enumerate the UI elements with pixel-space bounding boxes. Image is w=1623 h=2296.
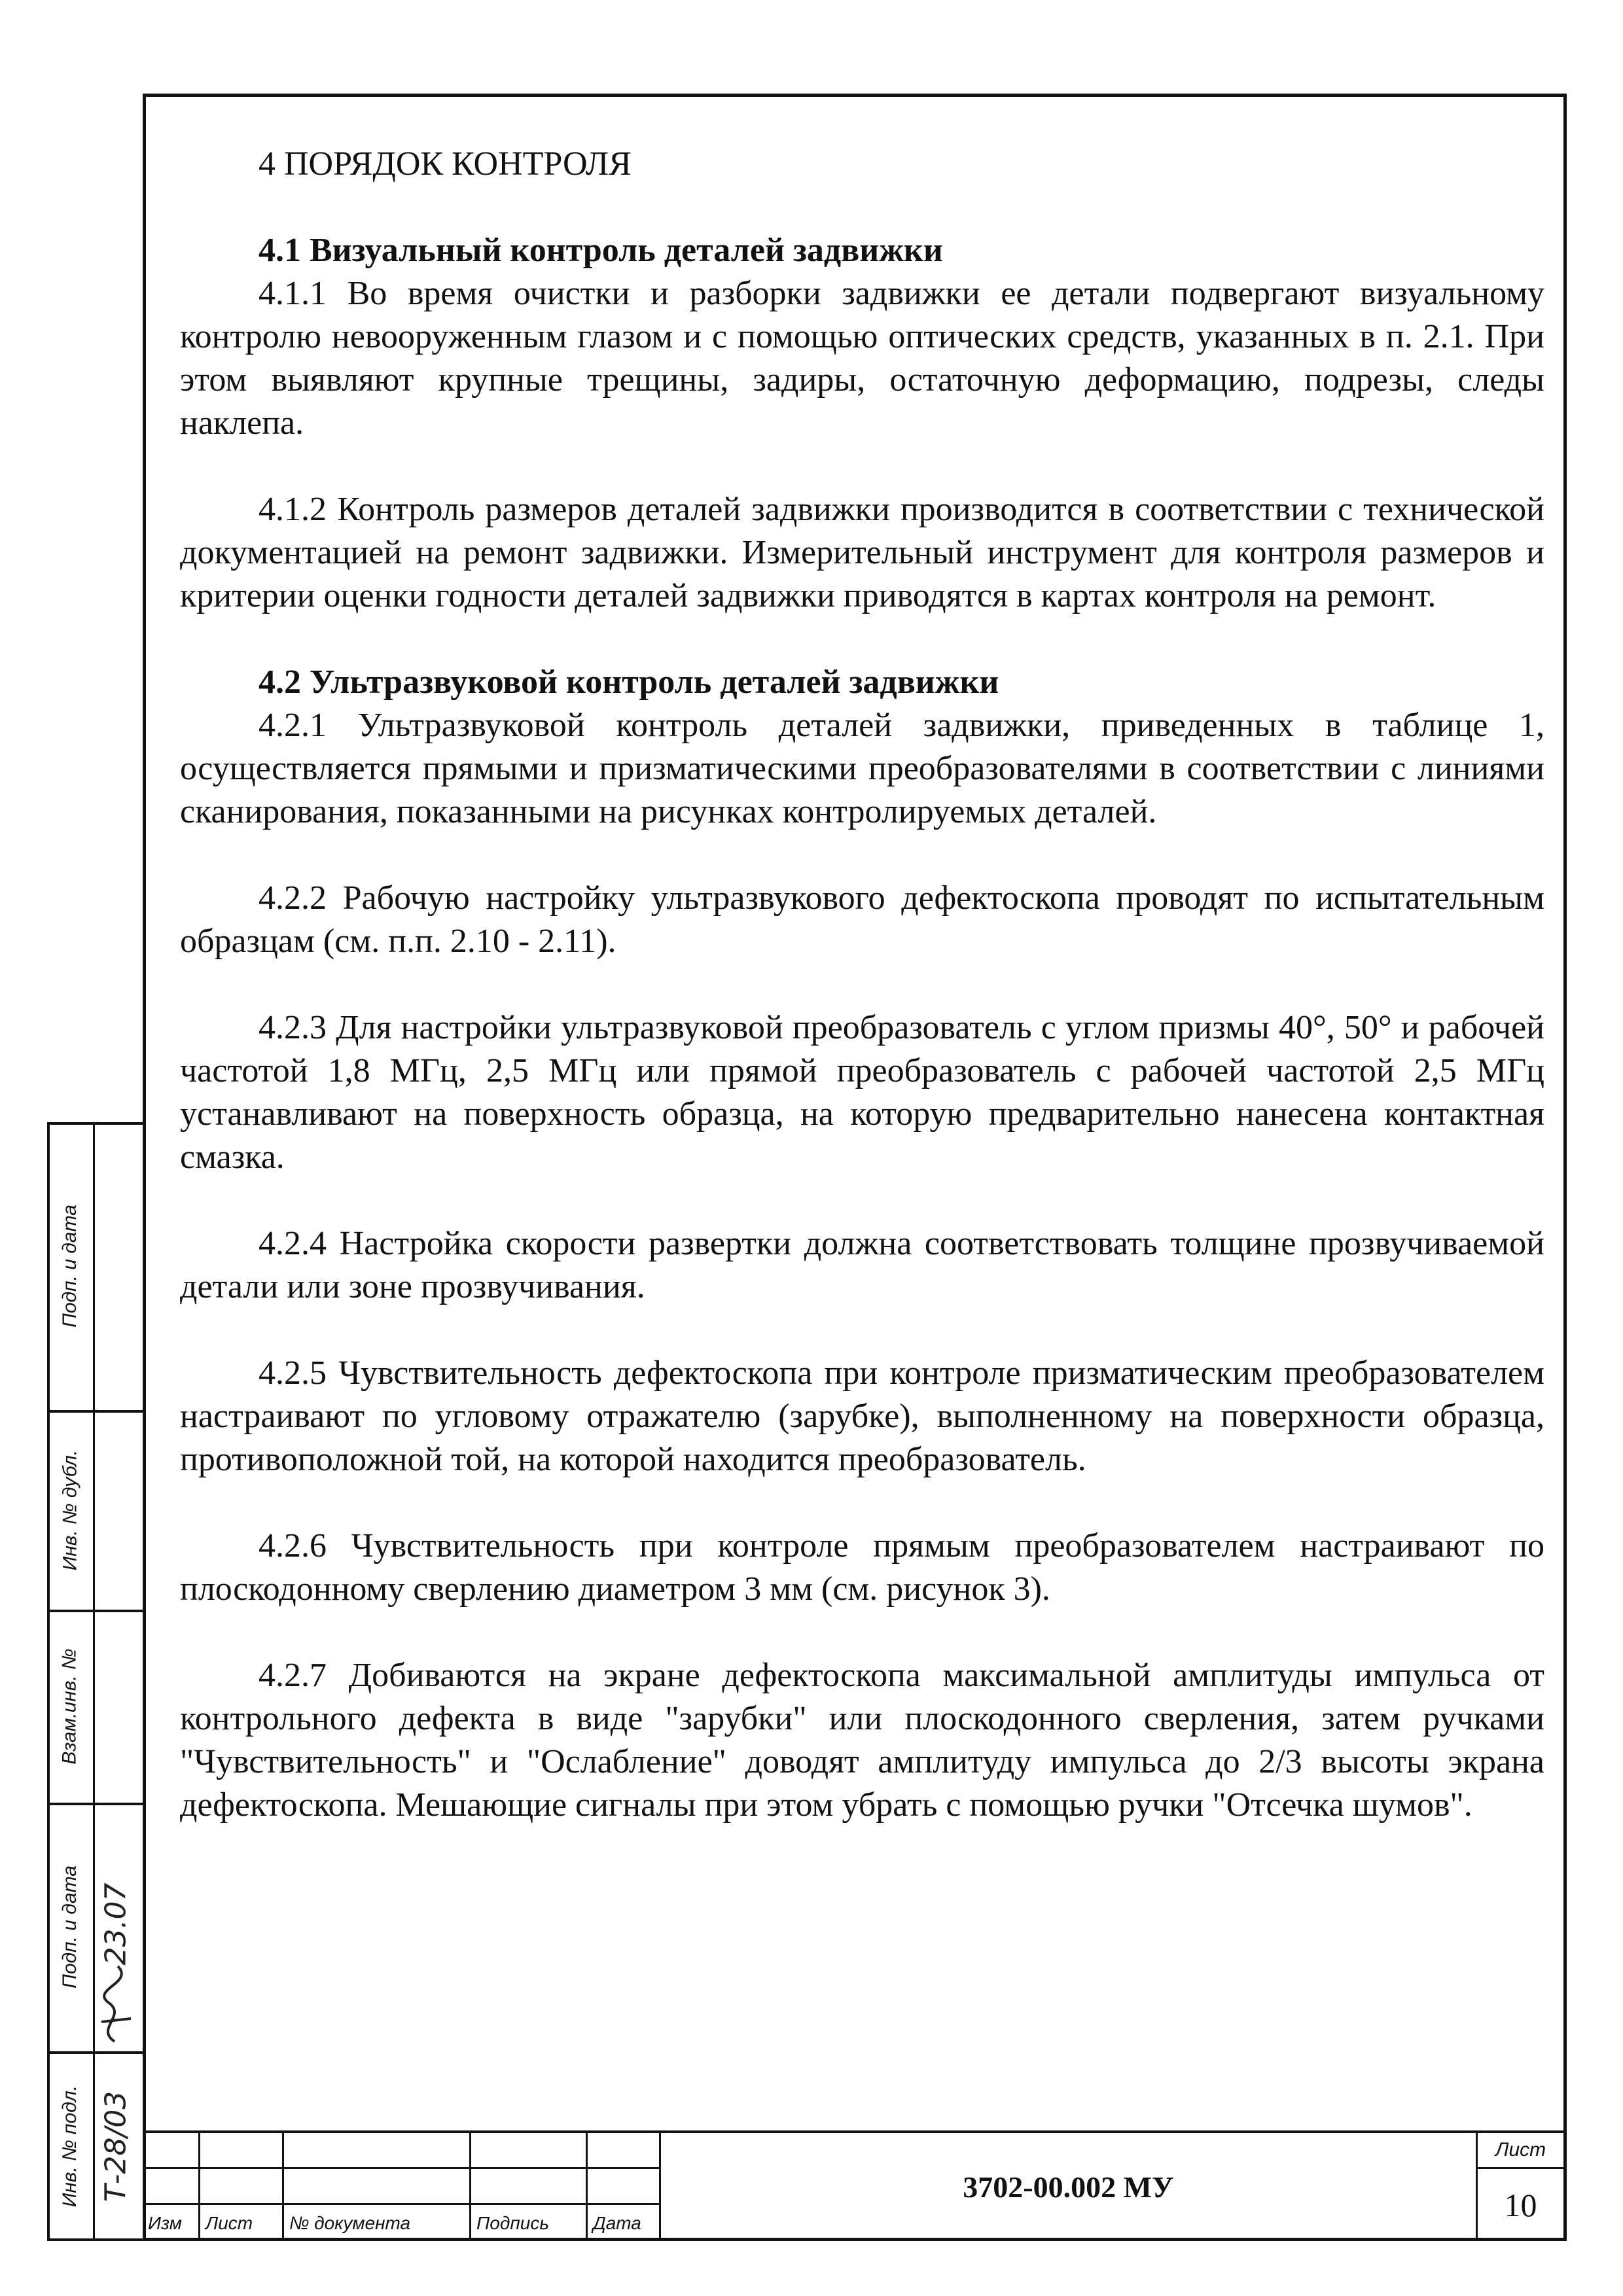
paragraph-4-1-2: 4.1.2 Контроль размеров деталей задвижки производится в соответствии с технической документацией на ремонт задвижки. Измерительный инструмент для контроля размеров и критерии оценки годности деталей задвижки приводятся в картах контроля на ремонт.	[180, 491, 1544, 614]
sheet-label: Лист	[1478, 2133, 1563, 2169]
paragraph-4-2-1: 4.2.1 Ультразвуковой контроль деталей задвижки, приведенных в таблице 1, осуществляется прямыми и призматическими преобразователями в соответствии с линиями сканирования, показанными на рисунках контролируемых деталей.	[180, 707, 1544, 830]
side-label-vzam-inv: Взам.инв. №	[59, 1648, 80, 1765]
paragraph-4-2-5: 4.2.5 Чувствительность дефектоскопа при контроле призматическим преобразователем настраивают по угловому отражателю (зарубке), выполненному на поверхности образца, противоположной той, на которой находится преобразователь.	[180, 1354, 1544, 1478]
subsection-title-4-1: 4.1 Визуальный контроль деталей задвижки	[259, 232, 943, 269]
handwritten-inv-number: Т-28/03	[99, 2091, 133, 2202]
document-code: 3702-00.002 МУ	[661, 2133, 1478, 2241]
stamp-podpis: Подпись	[471, 2205, 588, 2241]
signature-mark	[88, 1956, 141, 2048]
handwritten-date: 23.07	[99, 1882, 133, 1965]
stamp-list: Лист	[200, 2205, 284, 2241]
sheet-number: 10	[1504, 2187, 1537, 2223]
stamp-data: Дата	[588, 2205, 661, 2241]
paragraph-4-2-7: 4.2.7 Добиваются на экране дефектоскопа максимальной амплитуды импульса от контрольного дефекта в виде "зарубки" или плоскодонного сверления, затем ручками "Чувствительность" и "Ослабление" доводят амплитуду импульса до 2/3 высоты экрана дефектоскопа. Мешающие сигналы при этом убрать с помощью ручки "Отсечка шумов".	[180, 1657, 1544, 1824]
side-label-inv-dubl: Инв. № дубл.	[59, 1449, 80, 1570]
title-block	[143, 2130, 1567, 2241]
paragraph-4-2-2: 4.2.2 Рабочую настройку ультразвукового дефектоскопа проводят по испытательным образцам (см. п.п. 2.10 - 2.11).	[180, 879, 1544, 960]
paragraph-4-2-3: 4.2.3 Для настройки ультразвуковой преобразователь с углом призмы 40°, 50° и рабочей частотой 1,8 МГц, 2,5 МГц или прямой преобразователь с рабочей частотой 2,5 МГц устанавливают на поверхность образца, на которую предварительно нанесена контактная смазка.	[180, 1009, 1544, 1176]
stamp-izm: Изм	[143, 2205, 200, 2241]
section-title: 4 ПОРЯДОК КОНТРОЛЯ	[259, 145, 632, 183]
side-label-inv-podl: Инв. № подл.	[59, 2085, 80, 2208]
side-label-podp-data-2: Подп. и дата	[59, 1865, 80, 1988]
side-label-podp-data: Подп. и дата	[59, 1205, 80, 1328]
stamp-doc-no: № документа	[284, 2205, 471, 2241]
document-body	[180, 143, 1544, 1827]
paragraph-4-2-4: 4.2.4 Настройка скорости развертки должна соответствовать толщине прозвучиваемой детали или зоне прозвучивания.	[180, 1225, 1544, 1305]
paragraph-4-1-1: 4.1.1 Во время очистки и разборки задвижки ее детали подвергают визуальному контролю невооруженным глазом и с помощью оптических средств, указанных в п. 2.1. При этом выявляют крупные трещины, задиры, остаточную деформацию, подрезы, следы наклепа.	[180, 275, 1544, 442]
paragraph-4-2-6: 4.2.6 Чувствительность при контроле прямым преобразователем настраивают по плоскодонному сверлению диаметром 3 мм (см. рисунок 3).	[180, 1527, 1544, 1608]
subsection-title-4-2: 4.2 Ультразвуковой контроль деталей задвижки	[259, 663, 999, 701]
